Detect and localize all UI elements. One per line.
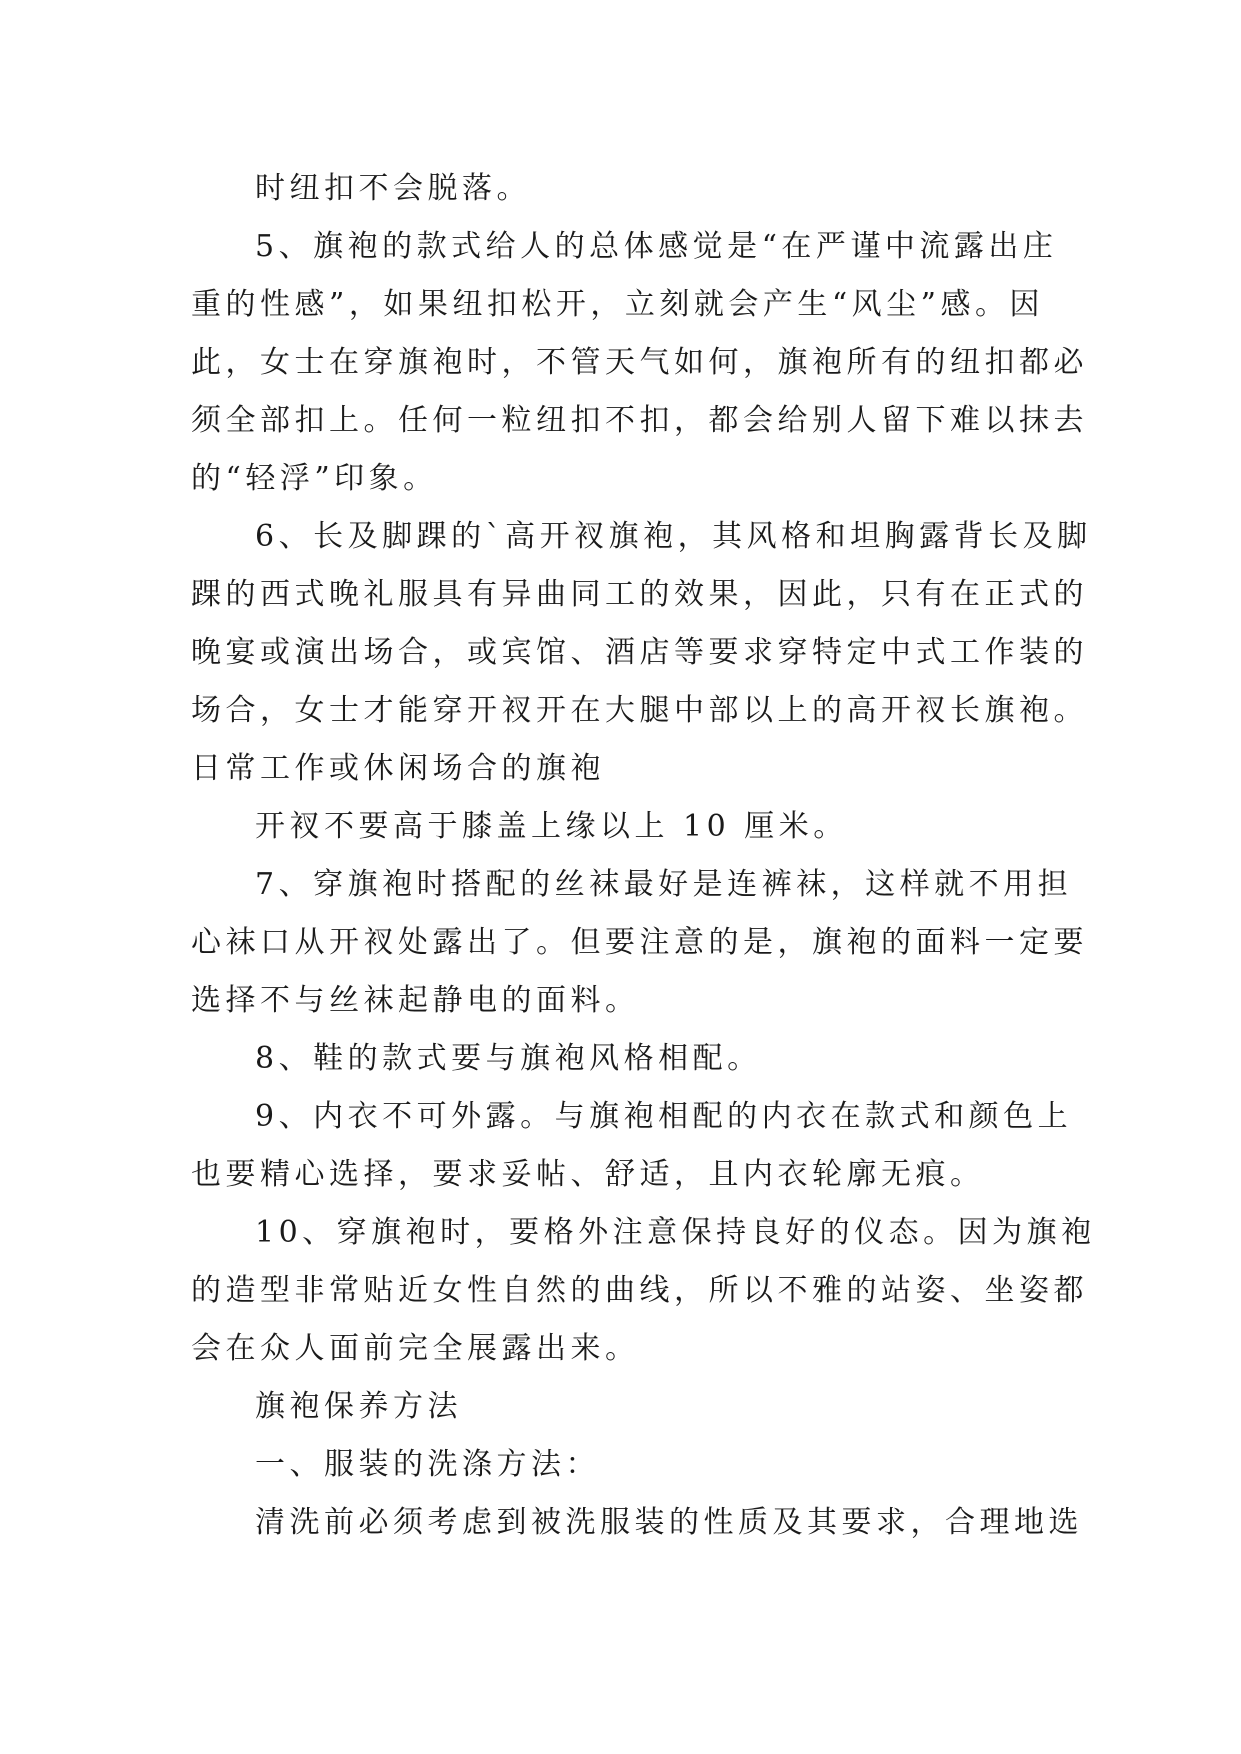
text-line: 时纽扣不会脱落。 bbox=[255, 171, 531, 206]
text-line: 场合，女士才能穿开衩开在大腿中部以上的高开衩长旗袍。 bbox=[191, 693, 1088, 728]
text-line: 清洗前必须考虑到被洗服装的性质及其要求，合理地选 bbox=[255, 1505, 1083, 1540]
document-body bbox=[191, 160, 1096, 1552]
text-line: 的“轻浮”印象。 bbox=[191, 461, 438, 496]
text-line: 踝的西式晚礼服具有异曲同工的效果，因此，只有在正式的 bbox=[191, 577, 1088, 612]
subsection-heading: 一、服装的洗涤方法： bbox=[255, 1447, 600, 1482]
text-line: 5、旗袍的款式给人的总体感觉是“在严谨中流露出庄 bbox=[255, 229, 1058, 264]
text-line: 也要精心选择，要求妥帖、舒适，且内衣轮廓无痕。 bbox=[191, 1157, 985, 1192]
text-line: 7、穿旗袍时搭配的丝袜最好是连裤袜，这样就不用担 bbox=[255, 867, 1073, 902]
text-line: 此，女士在穿旗袍时，不管天气如何，旗袍所有的纽扣都必 bbox=[191, 345, 1088, 380]
section-heading: 旗袍保养方法 bbox=[255, 1389, 462, 1424]
text-line: 6、长及脚踝的`高开衩旗袍，其风格和坦胸露背长及脚 bbox=[255, 519, 1092, 554]
text-line: 8、鞋的款式要与旗袍风格相配。 bbox=[255, 1041, 762, 1076]
text-line: 开衩不要高于膝盖上缘以上 10 厘米。 bbox=[255, 809, 848, 844]
text-line: 日常工作或休闲场合的旗袍 bbox=[191, 751, 605, 786]
text-line: 会在众人面前完全展露出来。 bbox=[191, 1331, 640, 1366]
text-line: 9、内衣不可外露。与旗袍相配的内衣在款式和颜色上 bbox=[255, 1099, 1073, 1134]
text-line: 的造型非常贴近女性自然的曲线，所以不雅的站姿、坐姿都 bbox=[191, 1273, 1088, 1308]
text-line: 须全部扣上。任何一粒纽扣不扣，都会给别人留下难以抹去 bbox=[191, 403, 1088, 438]
text-line: 10、穿旗袍时，要格外注意保持良好的仪态。因为旗袍 bbox=[255, 1215, 1096, 1250]
text-line: 心袜口从开衩处露出了。但要注意的是，旗袍的面料一定要 bbox=[191, 925, 1088, 960]
text-line: 晚宴或演出场合，或宾馆、酒店等要求穿特定中式工作装的 bbox=[191, 635, 1088, 670]
text-line: 选择不与丝袜起静电的面料。 bbox=[191, 983, 640, 1018]
text-line: 重的性感”，如果纽扣松开，立刻就会产生“风尘”感。因 bbox=[191, 287, 1045, 322]
